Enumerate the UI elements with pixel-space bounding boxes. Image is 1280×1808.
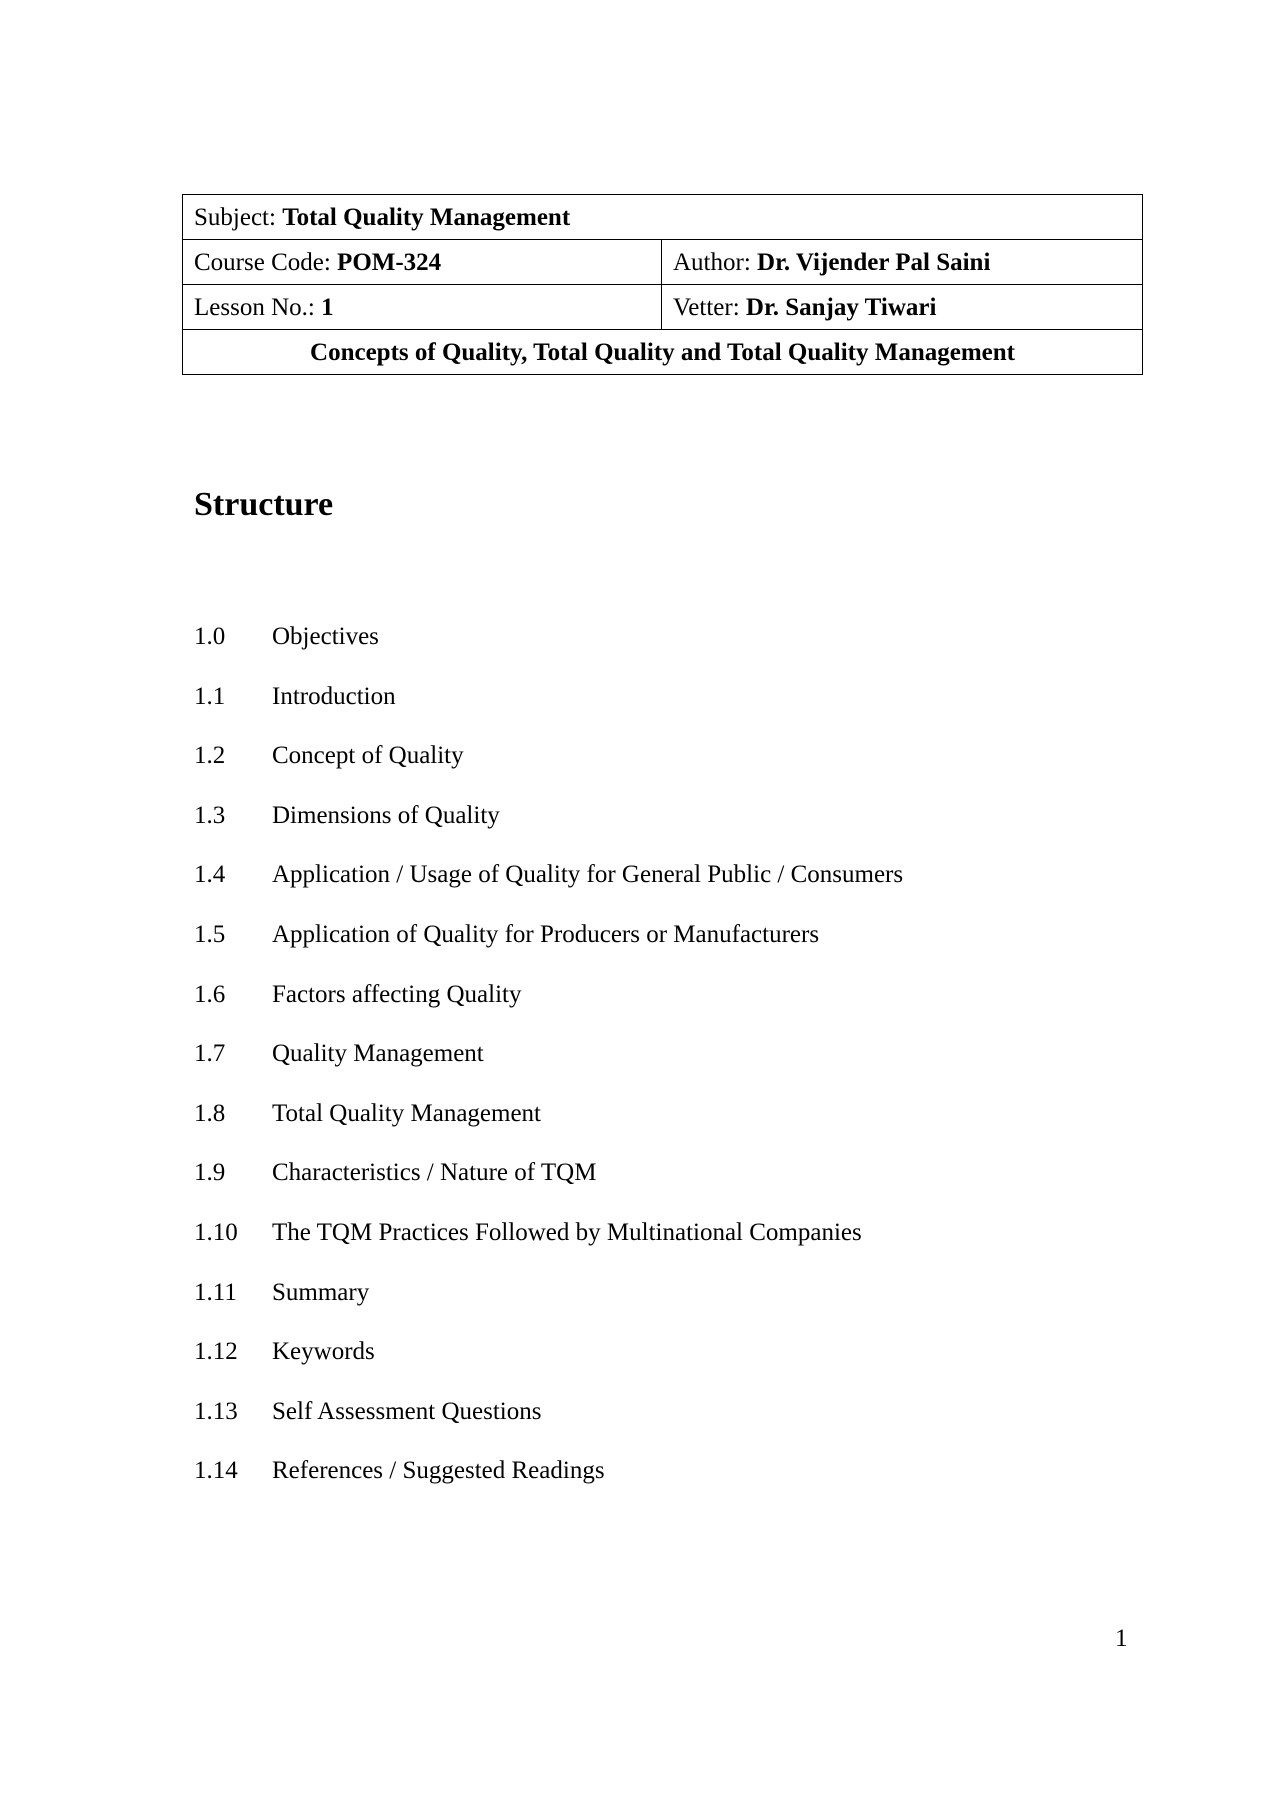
list-item <box>194 1099 903 1159</box>
lesson-title-cell <box>183 330 1143 375</box>
item-number: 1.8 <box>194 1099 226 1127</box>
item-number: 1.13 <box>194 1397 238 1425</box>
item-number: 1.11 <box>194 1278 237 1306</box>
item-title: Quality Management <box>272 1040 484 1068</box>
list-item <box>194 622 903 682</box>
author-value: Dr. Vijender Pal Saini <box>757 248 991 276</box>
item-title: Introduction <box>272 682 396 710</box>
list-item <box>194 860 903 920</box>
subject-label: Subject: <box>194 203 276 231</box>
item-number: 1.3 <box>194 801 226 829</box>
page-number: 1 <box>1115 1625 1128 1652</box>
lesson-number-cell <box>183 285 662 330</box>
item-number: 1.1 <box>194 682 226 710</box>
list-item <box>194 801 903 861</box>
item-title: Concept of Quality <box>272 742 464 770</box>
course-author-row <box>183 240 1143 285</box>
subject-row <box>183 195 1143 240</box>
list-item <box>194 1456 903 1516</box>
item-number: 1.6 <box>194 980 226 1008</box>
list-item <box>194 1337 903 1397</box>
item-number: 1.10 <box>194 1218 238 1246</box>
item-number: 1.7 <box>194 1040 226 1068</box>
item-title: Objectives <box>272 623 379 650</box>
item-title: Application of Quality for Producers or Manufacturers <box>272 920 820 948</box>
item-number: 1.0 <box>194 623 226 650</box>
author-cell <box>662 240 1143 285</box>
lesson-title: Concepts of Quality, Total Quality and Total Quality Management <box>310 338 1015 366</box>
lesson-number-value: 1 <box>321 293 334 321</box>
item-title: Self Assessment Questions <box>272 1397 542 1425</box>
structure-list <box>194 622 903 1516</box>
list-item <box>194 920 903 980</box>
lesson-title-row <box>183 330 1143 375</box>
structure-heading: Structure <box>194 486 334 523</box>
list-item <box>194 741 903 801</box>
item-title: Characteristics / Nature of TQM <box>272 1159 597 1187</box>
item-title: Keywords <box>272 1338 375 1366</box>
lesson-info-table <box>182 194 1143 375</box>
list-item <box>194 980 903 1040</box>
item-number: 1.9 <box>194 1159 226 1187</box>
subject-value: Total Quality Management <box>282 203 571 231</box>
item-title: Factors affecting Quality <box>272 980 522 1008</box>
item-title: Total Quality Management <box>272 1099 542 1127</box>
item-number: 1.14 <box>194 1457 238 1485</box>
item-number: 1.2 <box>194 742 226 770</box>
item-number: 1.12 <box>194 1338 238 1366</box>
list-item <box>194 1218 903 1278</box>
item-title: Summary <box>272 1278 370 1306</box>
course-code-value: POM-324 <box>337 248 442 276</box>
list-item <box>194 1397 903 1457</box>
vetter-label: Vetter: <box>673 293 740 321</box>
list-item <box>194 1158 903 1218</box>
course-code-label: Course Code: <box>194 248 331 276</box>
list-item <box>194 1039 903 1099</box>
lesson-vetter-row <box>183 285 1143 330</box>
list-item <box>194 682 903 742</box>
list-item <box>194 1278 903 1338</box>
item-title: The TQM Practices Followed by Multinational Companies <box>272 1218 862 1246</box>
course-code-cell <box>183 240 662 285</box>
subject-cell <box>183 195 1143 240</box>
item-number: 1.5 <box>194 920 226 948</box>
author-label: Author: <box>673 248 751 276</box>
item-number: 1.4 <box>194 861 226 889</box>
item-title: Application / Usage of Quality for General Public / Consumers <box>272 861 904 889</box>
item-title: References / Suggested Readings <box>272 1457 605 1485</box>
item-title: Dimensions of Quality <box>272 801 500 829</box>
vetter-value: Dr. Sanjay Tiwari <box>745 293 937 321</box>
vetter-cell <box>662 285 1143 330</box>
lesson-number-label: Lesson No.: <box>194 293 315 321</box>
